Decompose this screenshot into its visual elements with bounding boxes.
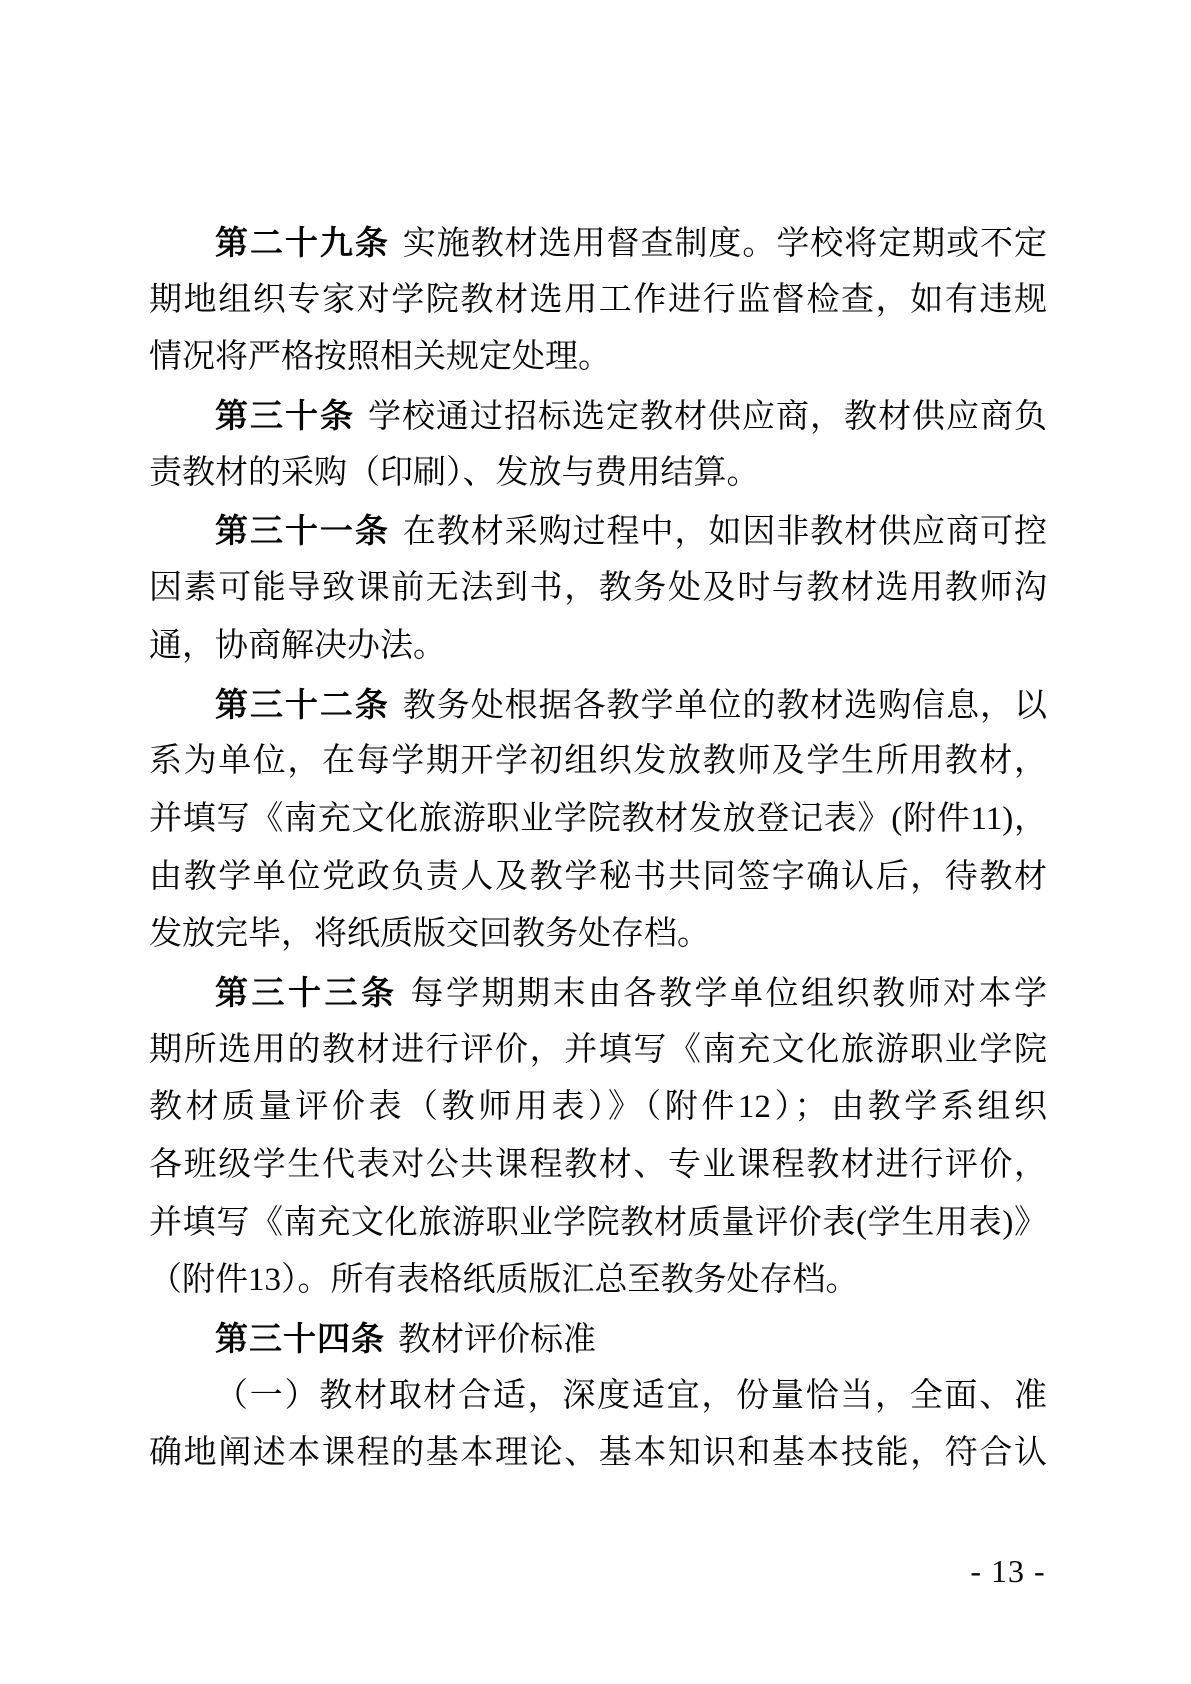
text-line (149, 906, 1047, 964)
line-text: 教材评价标准 (398, 1322, 596, 1359)
text-line (149, 1137, 1047, 1195)
text-line (149, 676, 1047, 734)
line-text: 责教材的采购（印刷）、发放与费用结算。 (149, 454, 760, 491)
article-number: 第三十四条 (215, 1320, 385, 1358)
text-line (149, 964, 1047, 1022)
line-text: 在教材采购过程中，如因非教材供应商可控 (402, 514, 1047, 551)
text-line (149, 1310, 1047, 1368)
article-number: 第三十条 (215, 397, 355, 435)
article-number: 第三十三条 (215, 973, 398, 1011)
line-text: 教务处根据各教学单位的教材选购信息，以 (402, 687, 1047, 724)
line-text: 教材质量评价表（教师用表）》（附件12）；由教学系组织 (149, 1089, 1047, 1126)
text-line (149, 1425, 1047, 1483)
article-number: 第三十一条 (215, 512, 390, 550)
article-number: 第三十二条 (215, 685, 390, 723)
text-line (149, 849, 1047, 907)
document-body (149, 214, 1047, 1483)
line-text: （一）教材取材合适，深度适宜，份量恰当，全面、准 (215, 1377, 1047, 1414)
line-text: 学校通过招标选定教材供应商，教材供应商负 (368, 399, 1047, 436)
article-number: 第二十九条 (215, 224, 390, 261)
text-line (149, 387, 1047, 445)
text-line (149, 1252, 1047, 1310)
line-text: 通，协商解决办法。 (149, 627, 446, 664)
text-line (149, 502, 1047, 560)
line-text: 确地阐述本课程的基本理论、基本知识和基本技能，符合认 (149, 1435, 1047, 1472)
text-line (149, 1022, 1047, 1080)
page-number: - 13 - (970, 1553, 1046, 1589)
line-text: 并填写《南充文化旅游职业学院教材质量评价表(学生用表)》 (149, 1204, 1047, 1241)
line-text: 情况将严格按照相关规定处理。 (149, 339, 611, 376)
line-text: 发放完毕，将纸质版交回教务处存档。 (149, 916, 710, 953)
line-text: 每学期期末由各教学单位组织教师对本学 (410, 975, 1047, 1012)
text-line (149, 329, 1047, 387)
line-text: 系为单位，在每学期开学初组织发放教师及学生所用教材， (149, 743, 1047, 780)
line-text: （附件13）。所有表格纸质版汇总至教务处存档。 (149, 1262, 859, 1299)
text-line (149, 1195, 1047, 1253)
line-text: 由教学单位党政负责人及教学秘书共同签字确认后，待教材 (149, 858, 1047, 895)
text-line (149, 733, 1047, 791)
text-line (149, 1368, 1047, 1426)
line-text: 因素可能导致课前无法到书，教务处及时与教材选用教师沟 (149, 570, 1047, 607)
text-line (149, 791, 1047, 849)
line-text: 期所选用的教材进行评价，并填写《南充文化旅游职业学院 (149, 1031, 1047, 1068)
text-line (149, 560, 1047, 618)
text-line (149, 618, 1047, 676)
line-text: 期地组织专家对学院教材选用工作进行监督检查，如有违规 (149, 281, 1047, 318)
line-text: 并填写《南充文化旅游职业学院教材发放登记表》(附件11)， (149, 800, 1047, 837)
line-text: 各班级学生代表对公共课程教材、专业课程教材进行评价， (149, 1147, 1047, 1183)
text-line (149, 214, 1047, 272)
text-line (149, 1079, 1047, 1137)
line-text: 实施教材选用督查制度。学校将定期或不定 (402, 226, 1047, 262)
text-line (149, 445, 1047, 503)
text-line (149, 272, 1047, 330)
